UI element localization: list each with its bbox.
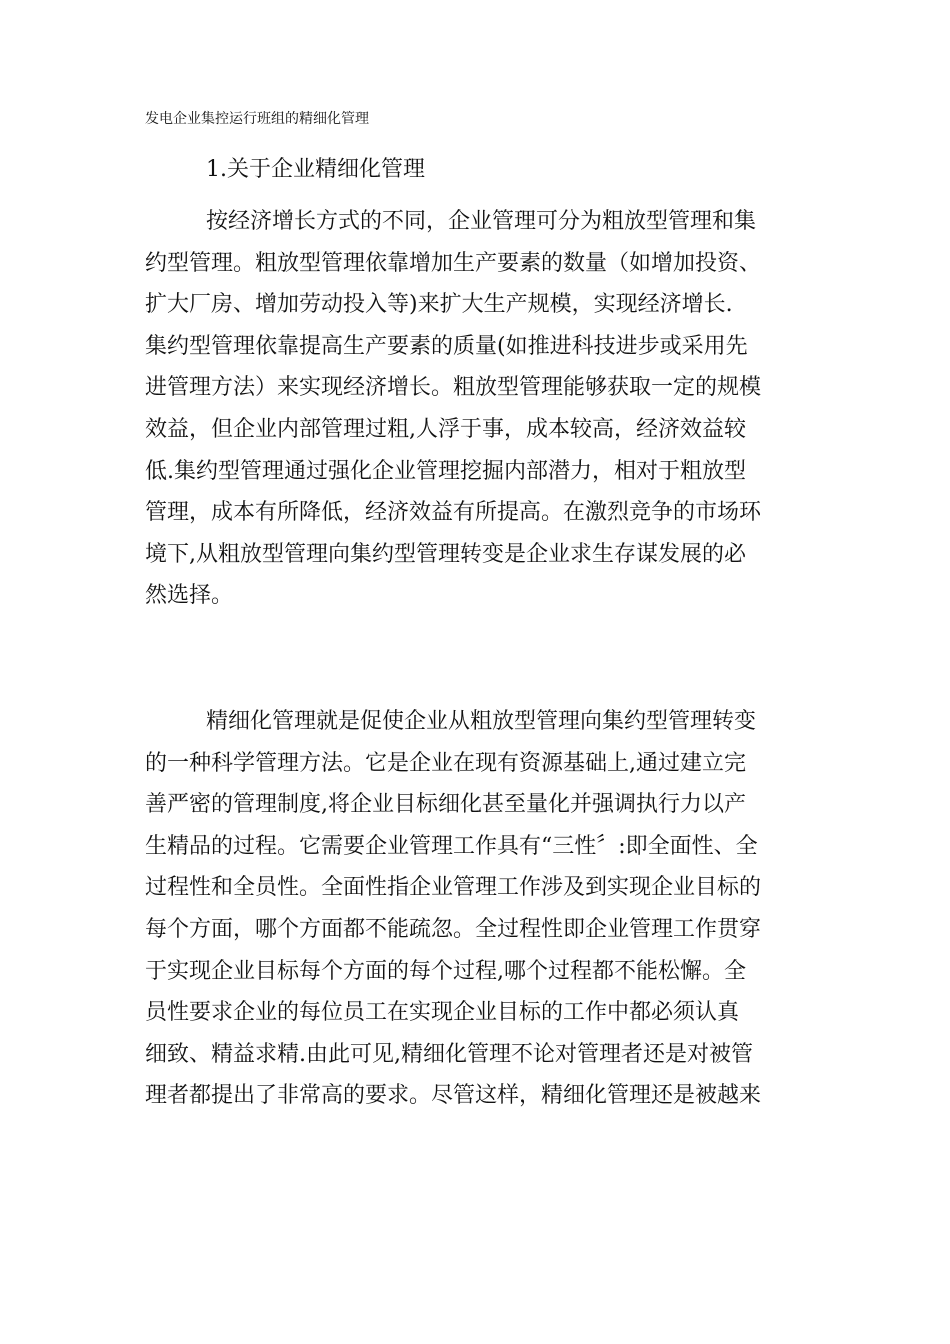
section-heading: 1.关于企业精细化管理 bbox=[206, 157, 425, 182]
document-header: 发电企业集控运行班组的精细化管理 bbox=[145, 111, 369, 127]
paragraph-line: 约型管理。粗放型管理依靠增加生产要素的数量（如增加投资、 bbox=[145, 250, 762, 276]
paragraph-line: 细致、精益求精.由此可见,精细化管理不论对管理者还是对被管 bbox=[145, 1041, 753, 1067]
paragraph-line: 生精品的过程。它需要企业管理工作具有“三性〞:即全面性、全 bbox=[145, 833, 758, 859]
paragraph-2 bbox=[145, 701, 810, 1117]
paragraph-line: 然选择。 bbox=[145, 583, 234, 609]
paragraph-line: 员性要求企业的每位员工在实现企业目标的工作中都必须认真 bbox=[145, 1000, 740, 1026]
paragraph-line: 精细化管理就是促使企业从粗放型管理向集约型管理转变 bbox=[206, 709, 757, 734]
paragraph-line: 境下,从粗放型管理向集约型管理转变是企业求生存谋发展的必 bbox=[145, 541, 746, 567]
paragraph-line: 于实现企业目标每个方面的每个过程,哪个过程都不能松懈。全 bbox=[145, 958, 746, 984]
paragraph-line: 低.集约型管理通过强化企业管理挖掘内部潜力，相对于粗放型 bbox=[145, 458, 746, 484]
paragraph-line: 按经济增长方式的不同，企业管理可分为粗放型管理和集 bbox=[206, 209, 757, 234]
paragraph-line: 进管理方法）来实现经济增长。粗放型管理能够获取一定的规模 bbox=[145, 375, 762, 401]
paragraph-line: 善严密的管理制度,将企业目标细化甚至量化并强调执行力以产 bbox=[145, 792, 746, 818]
paragraph-line: 管理，成本有所降低，经济效益有所提高。在激烈竞争的市场环 bbox=[145, 500, 762, 526]
paragraph-line: 过程性和全员性。全面性指企业管理工作涉及到实现企业目标的 bbox=[145, 875, 762, 901]
paragraph-line: 的一种科学管理方法。它是企业在现有资源基础上,通过建立完 bbox=[145, 750, 746, 776]
paragraph-line: 扩大厂房、增加劳动投入等)来扩大生产规模，实现经济增长. bbox=[145, 292, 733, 318]
paragraph-line: 集约型管理依靠提高生产要素的质量(如推进科技进步或采用先 bbox=[145, 333, 748, 359]
paragraph-line: 效益，但企业内部管理过粗,人浮于事，成本较高，经济效益较 bbox=[145, 416, 746, 442]
paragraph-line: 每个方面，哪个方面都不能疏忽。全过程性即企业管理工作贯穿 bbox=[145, 916, 762, 942]
paragraph-line: 理者都提出了非常高的要求。尽管这样，精细化管理还是被越来 bbox=[145, 1083, 762, 1109]
paragraph-1 bbox=[145, 201, 810, 617]
